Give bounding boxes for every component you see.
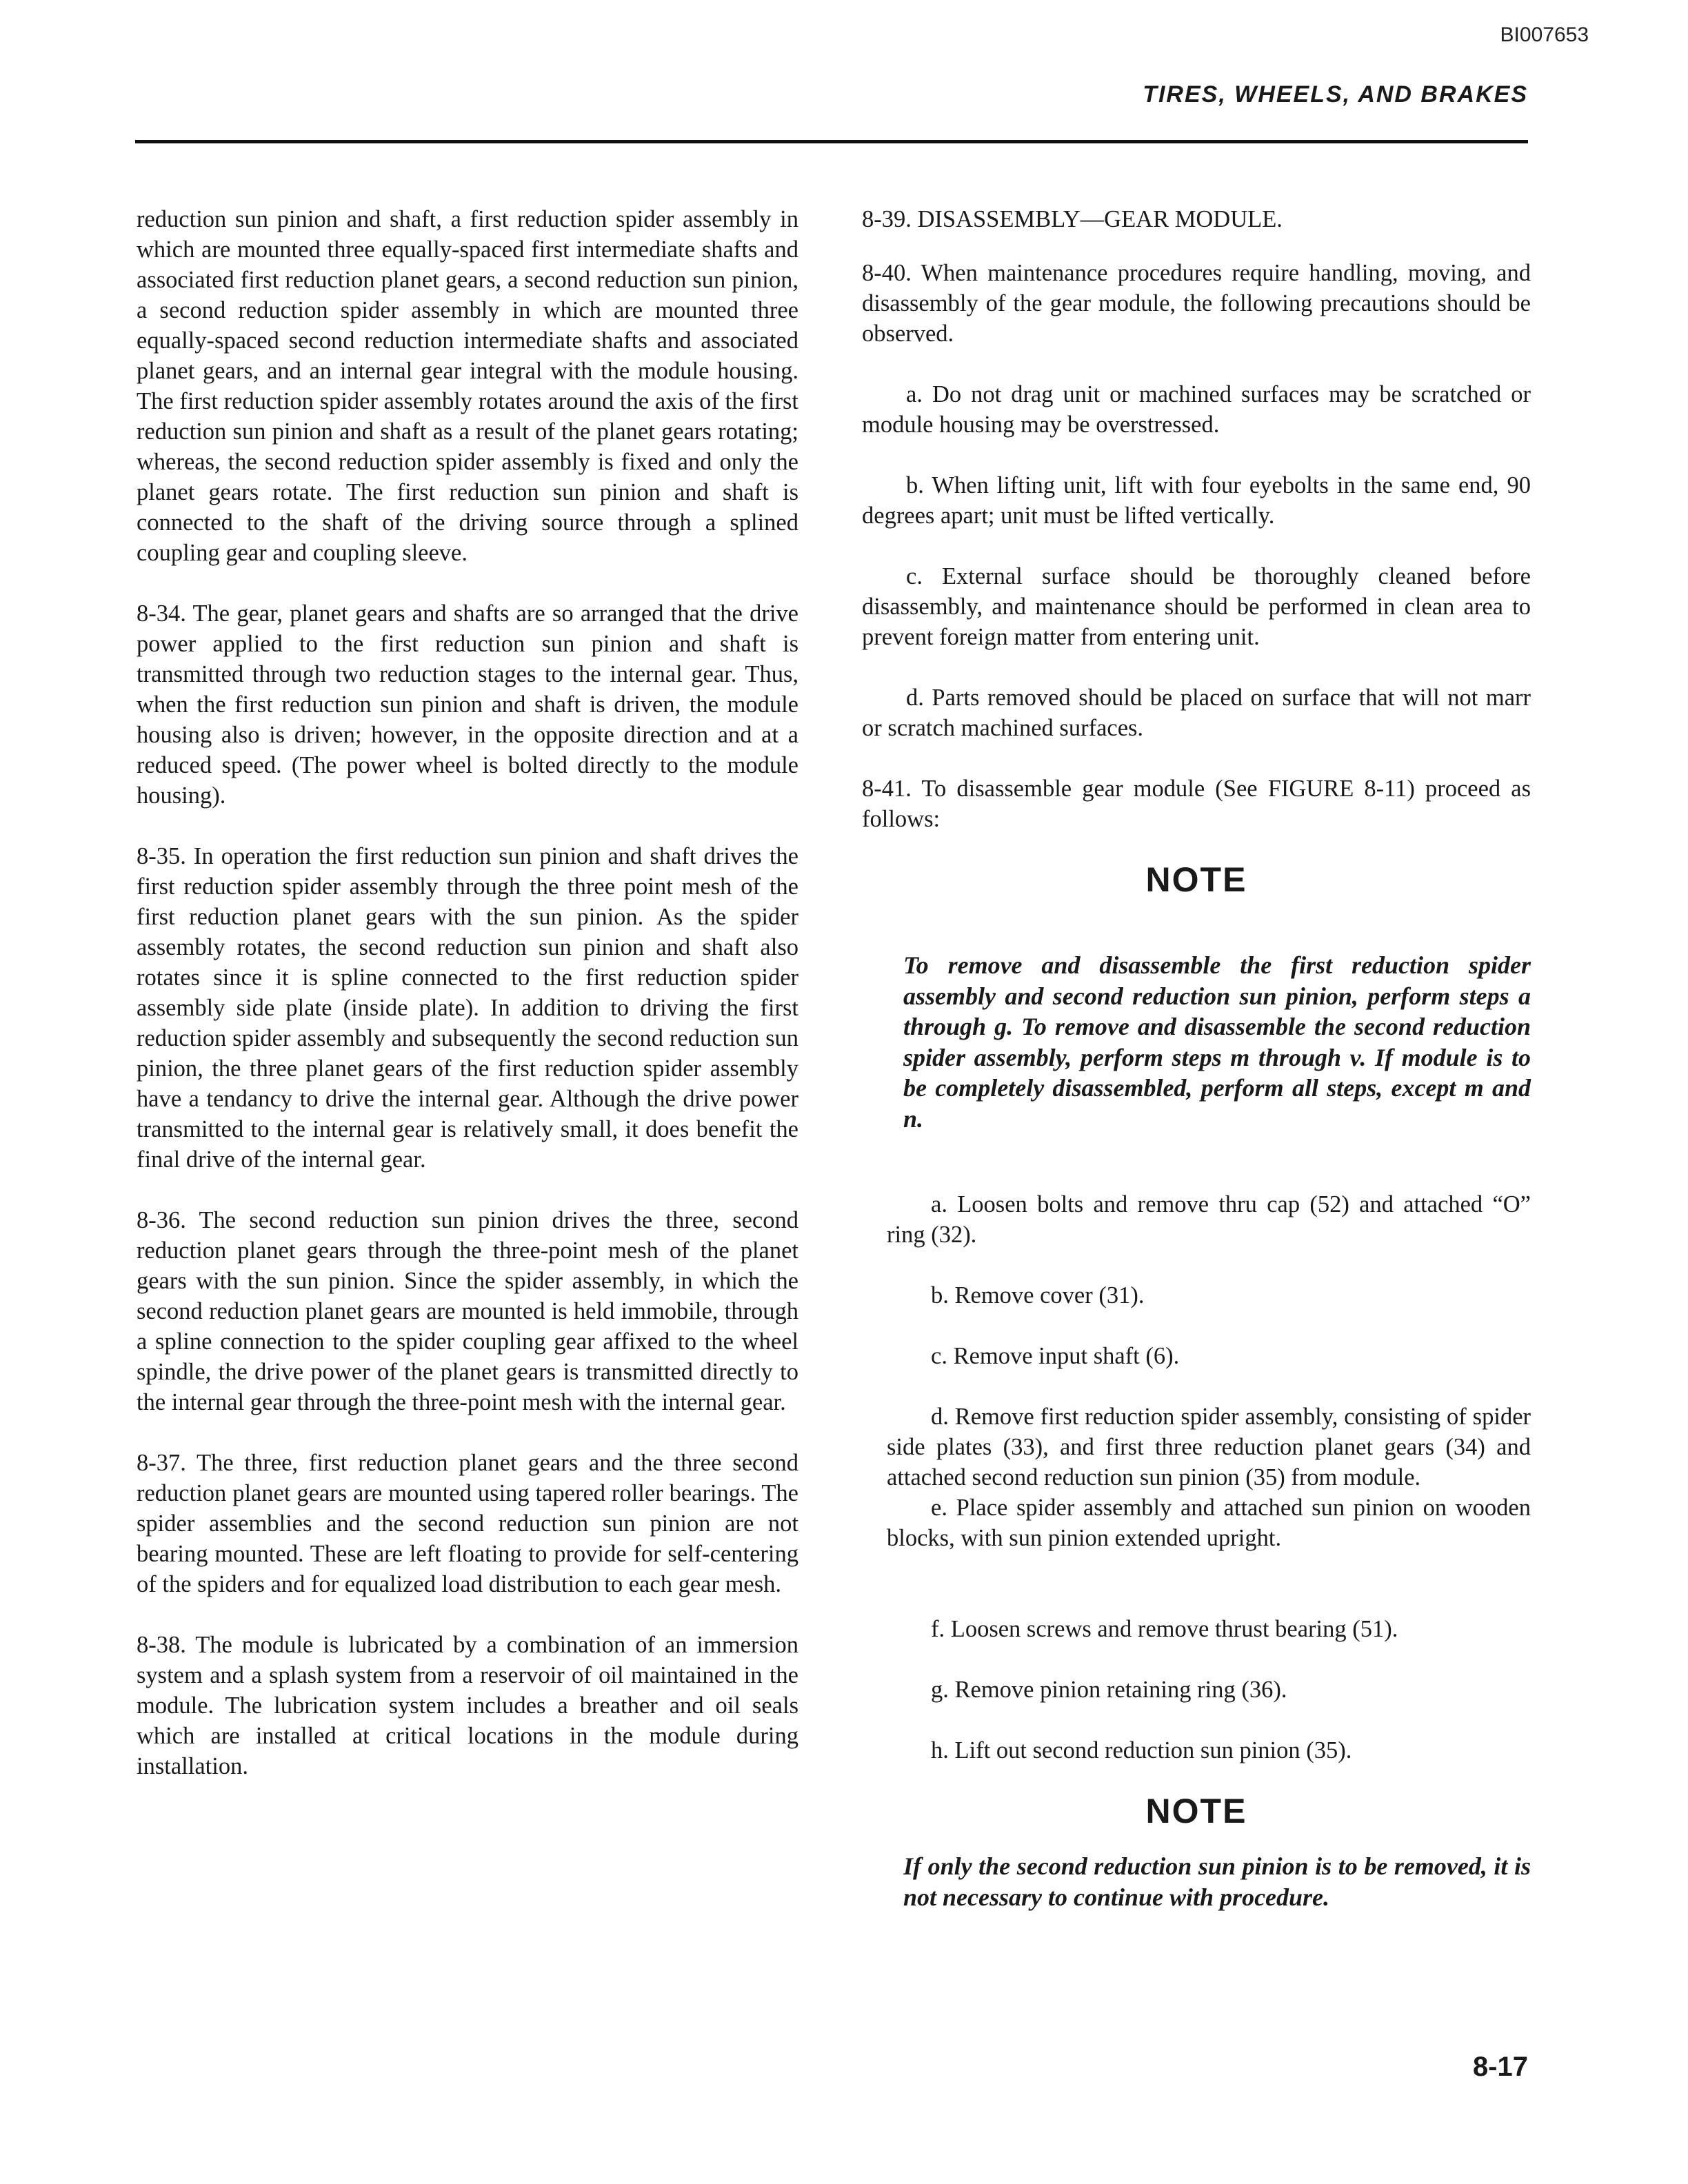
paragraph-8-41: 8-41. To disassemble gear module (See FIGURE 8-11) proceed as follows: xyxy=(862,776,1531,832)
note-body: To remove and disassemble the first reduction spider assembly and second reduction sun pinion, perform steps a through g. To remove and disassemble the second reduction spider assembly, perform steps m through v. If module is to be completely disassembled, perform all steps, except m and n. xyxy=(903,951,1531,1133)
document-id: BI007653 xyxy=(1500,23,1589,46)
section-title: TIRES, WHEELS, AND BRAKES xyxy=(1143,81,1528,108)
step-g: g. Remove pinion retaining ring (36). xyxy=(931,1677,1287,1703)
step-a: a. Loosen bolts and remove thru cap (52) and attached “O” ring (32). xyxy=(887,1191,1531,1248)
right-column xyxy=(862,204,1531,1968)
paragraph-8-40: 8-40. When maintenance procedures require handling, moving, and disassembly of the gear module, the following precautions should be observed. xyxy=(862,260,1531,347)
left-column xyxy=(137,204,798,1812)
note-title: NOTE xyxy=(1145,860,1247,899)
paragraph-8-35: 8-35. In operation the first reduction sun pinion and shaft drives the first reduction spider assembly through the three point mesh of the first reduction planet gears with the sun pinion. As the spider assembly rotates, the second reduction sun pinion and shaft also rotates since it is spline connected to the first reduction spider assembly side plate (inside plate). In addition to driving the first reduction spider assembly and subsequently the second reduction sun pinion, the three planet gears of the first reduction spider assembly have a tendancy to drive the internal gear. Although the drive power transmitted to the internal gear is relatively small, it does benefit the final drive of the internal gear. xyxy=(137,843,798,1173)
note-body-2: If only the second reduction sun pinion is to be removed, it is not necessary to continue with procedure. xyxy=(903,1852,1531,1911)
precaution-b: b. When lifting unit, lift with four eyebolts in the same end, 90 degrees apart; unit must be lifted vertically. xyxy=(862,472,1531,529)
page-number: 8-17 xyxy=(1472,2052,1528,2082)
precaution-d: d. Parts removed should be placed on surface that will not marr or scratch machined surfaces. xyxy=(862,685,1531,741)
precaution-a: a. Do not drag unit or machined surfaces may be scratched or module housing may be overstressed. xyxy=(862,381,1531,438)
heading-8-39: 8-39. DISASSEMBLY—GEAR MODULE. xyxy=(862,206,1283,232)
step-e: e. Place spider assembly and attached sun pinion on wooden blocks, with sun pinion extended upright. xyxy=(887,1495,1531,1551)
step-f: f. Loosen screws and remove thrust bearing (51). xyxy=(931,1616,1398,1642)
paragraph-8-37: 8-37. The three, first reduction planet gears and the three second reduction planet gears are mounted using tapered roller bearings. The spider assemblies and the second reduction sun pinion are not bearing mounted. These are left floating to provide for self-centering of the spiders and for equalized load distribution to each gear mesh. xyxy=(137,1450,798,1597)
paragraph-8-36: 8-36. The second reduction sun pinion drives the three, second reduction planet gears through the three-point mesh of the planet gears with the sun pinion. Since the spider assembly, in which the second reduction planet gears are mounted is held immobile, through a spline connection to the spider coupling gear affixed to the wheel spindle, the drive power of the planet gears is transmitted directly to the internal gear through the three-point mesh with the internal gear. xyxy=(137,1207,798,1415)
step-h: h. Lift out second reduction sun pinion (35). xyxy=(931,1737,1352,1763)
step-b: b. Remove cover (31). xyxy=(931,1282,1145,1308)
header-rule xyxy=(135,140,1528,143)
precaution-c: c. External surface should be thoroughly cleaned before disassembly, and maintenance should be performed in clean area to prevent foreign matter from entering unit. xyxy=(862,563,1531,650)
paragraph-intro: reduction sun pinion and shaft, a first reduction spider assembly in which are mounted three equally-spaced first intermediate shafts and associated first reduction planet gears, a second reduction sun pinion, a second reduction spider assembly in which are mounted three equally-spaced second reduction intermediate shafts and associated planet gears, and an internal gear integral with the module housing. The first reduction spider assembly rotates around the axis of the first reduction sun pinion and shaft as a result of the planet gears rotating; whereas, the second reduction spider assembly is fixed and only the planet gears rotate. The first reduction sun pinion and shaft is connected to the shaft of the driving source through a splined coupling gear and coupling sleeve. xyxy=(137,206,798,566)
step-c: c. Remove input shaft (6). xyxy=(931,1343,1180,1369)
note-title-2: NOTE xyxy=(1145,1792,1247,1830)
step-d: d. Remove first reduction spider assembly, consisting of spider side plates (33), and first three reduction planet gears (34) and attached second reduction sun pinion (35) from module. xyxy=(887,1404,1531,1490)
paragraph-8-34: 8-34. The gear, planet gears and shafts are so arranged that the drive power applied to the first reduction sun pinion and shaft is transmitted through two reduction stages to the internal gear. Thus, when the first reduction sun pinion and shaft is driven, the module housing also is driven; however, in the opposite direction and at a reduced speed. (The power wheel is bolted directly to the module housing). xyxy=(137,600,798,809)
paragraph-8-38: 8-38. The module is lubricated by a combination of an immersion system and a splash system from a reservoir of oil maintained in the module. The lubrication system includes a breather and oil seals which are installed at critical locations in the module during installation. xyxy=(137,1632,798,1779)
